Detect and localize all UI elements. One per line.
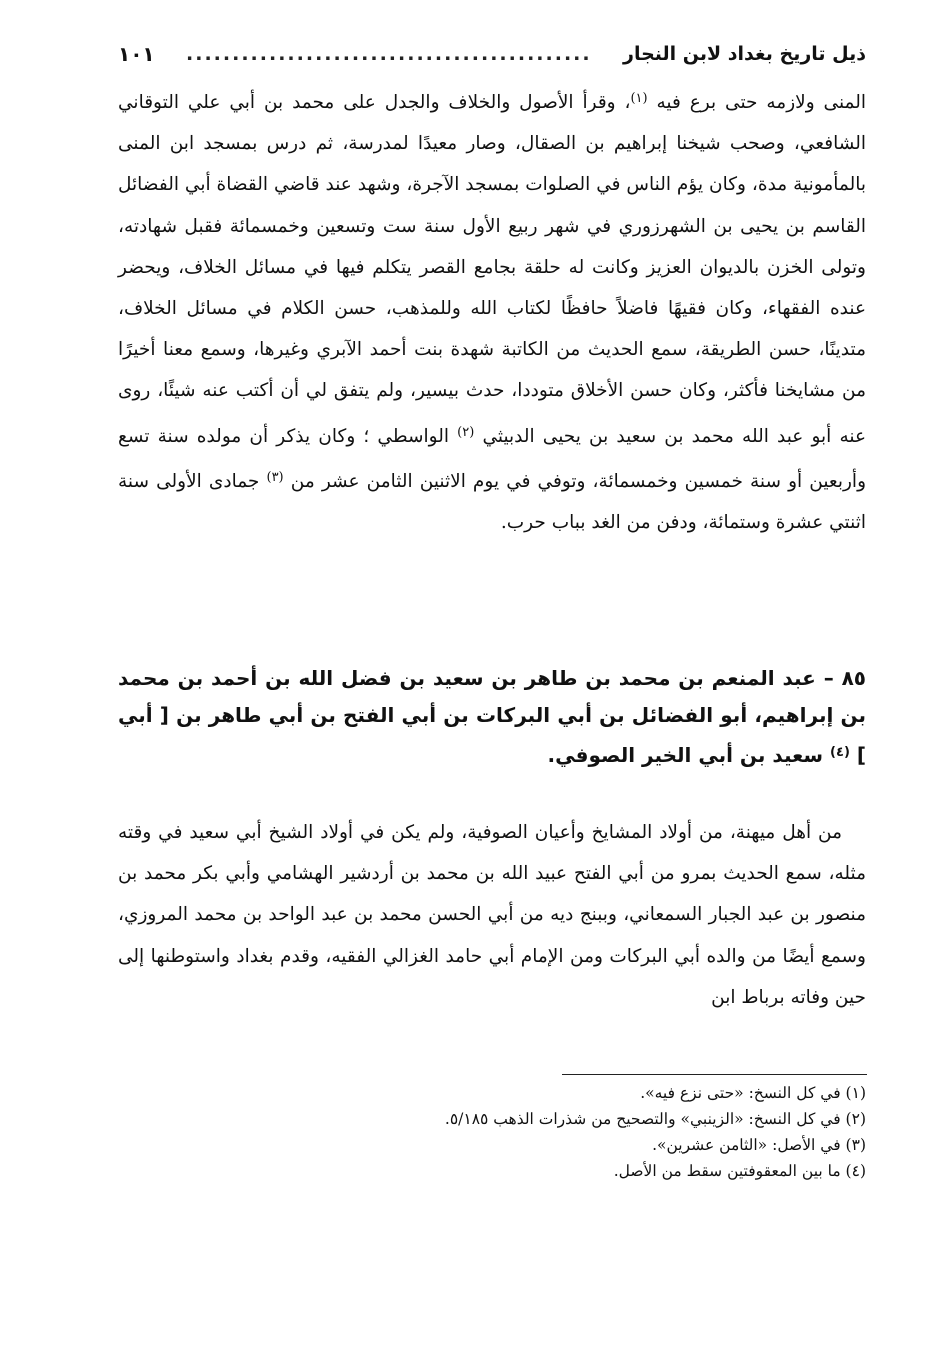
footnote-ref-4[interactable]: (٤) <box>830 745 850 760</box>
text-run: المنى ولازمه حتى برع فيه <box>656 92 866 113</box>
text-run: الواسطي ؛ وكان يذكر أن مولده سنة تسع وأربعين أو سنة خمسين وخمسمائة، وتوفي في يوم الاثنين الثامن عشر من <box>118 425 866 492</box>
text-run: ، وقرأ الأصول والخلاف والجدل على محمد بن أبي علي التوقاني الشافعي، وصحب شيخنا إبراهيم بن الصقال، وصار معيدًا لمدرسة، ثم درس بمسجد ابن المنى بالمأمونية مدة، وكان يؤم الناس في الصلوات بمسجد الآجرة، وشهد عند قاضي القضاة أبي الفضائل القاسم بن يحيى بن الشهرزوري في شهر ربيع الأول سنة ست وتسعين وخمسمائة فقبل شهادته، وتولى الخزن بالديوان العزيز وكانت له حلقة بجامع القصر يتكلم فيها في مسائل الخلاف، ويحضر عنده الفقهاء، وكان فقيهًا فاضلاً حافظًا لكتاب الله وللمذهب، حسن الكلام في مسائل الخلاف، متدينًا، حسن الطريقة، سمع الحديث من الكاتبة شهدة بنت أحمد الآبري وغيرها، وسمع معنا أخيرًا من مشايخنا فأكثر، وكان حسن الأخلاق متوددا، حدث بيسير، ولم يتفق لي أن أكتب عنه شيئًا، روى عنه أبو عبد الله محمد بن سعيد بن يحيى الدبيثي <box>118 92 866 447</box>
continued-entry-text <box>118 78 866 543</box>
dot-leader: ............................................ <box>186 43 592 65</box>
footnote-3: (٣) في الأصل: «الثامن عشرين». <box>652 1136 866 1154</box>
entry-heading <box>118 660 866 774</box>
footnote-ref-3[interactable]: (٣) <box>266 469 284 485</box>
footnote-ref-2[interactable]: (٢) <box>457 424 475 440</box>
footnote-2: (٢) في كل النسخ: «الزينبي» والتصحيح من شذرات الذهب ٥/١٨٥. <box>444 1110 866 1128</box>
footnotes <box>118 1080 866 1184</box>
paragraph <box>118 78 866 543</box>
text-run: جمادى الأولى سنة اثنتي عشرة وستمائة، ودفن من الغد بباب حرب. <box>118 470 866 534</box>
paragraph: من أهل ميهنة، من أولاد المشايخ وأعيان الصوفية، ولم يكن في أولاد الشيخ أبي سعيد في وقته مثله، سمع الحديث بمرو من أبي الفتح عبيد الله بن محمد بن أردشير الهشامي وأبي بكر محمد بن منصور بن عبد الجبار السمعاني، وببنج ديه من أبي الحسن محمد بن عبد الواحد بن محمد المروزي، وسمع أيضًا من والده أبي البركات ومن الإمام أبي حامد الغزالي الفقيه، وقدم بغداد واستوطنها إلى حين وفاته برباط ابن <box>118 822 866 1008</box>
footnote-4: (٤) ما بين المعقوفتين سقط من الأصل. <box>613 1162 866 1180</box>
footnote-1: (١) في كل النسخ: «حتى نزع فيه». <box>640 1084 866 1102</box>
footnote-ref-1[interactable]: (١) <box>630 91 648 106</box>
entry-heading-text: سعيد بن أبي الخير الصوفي. <box>547 743 824 767</box>
running-title: ذيل تاريخ بغداد لابن النجار <box>623 43 866 65</box>
entry-body <box>118 812 866 1018</box>
page-number: ١٠١ <box>118 42 155 66</box>
page-header <box>118 38 866 70</box>
entry-heading-text: ٨٥ – عبد المنعم بن محمد بن طاهر بن سعيد بن فضل الله بن أحمد بن محمد بن إبراهيم، أبو الفضائل بن أبي البركات بن أبي الفتح بن أبي طاهر بن [ أبي ] <box>118 666 866 767</box>
footnote-separator <box>562 1074 867 1075</box>
